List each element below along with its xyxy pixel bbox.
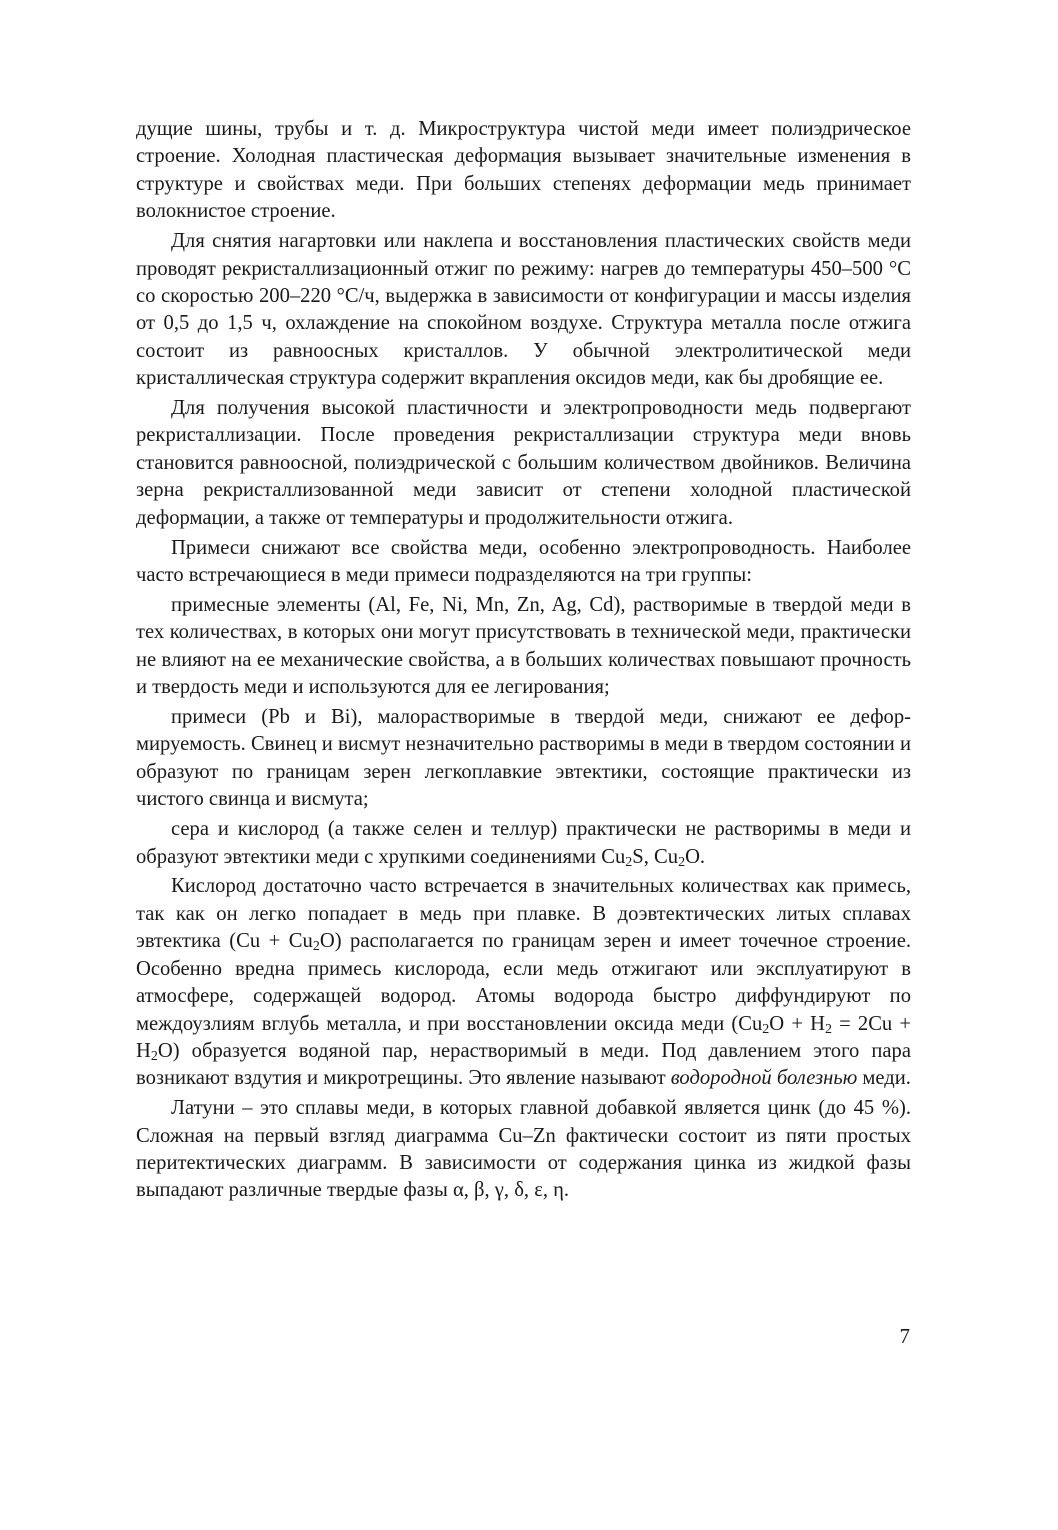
page-body	[136, 116, 911, 1207]
text-run: O.	[685, 845, 706, 868]
text-run: = 2Cu + H	[136, 1012, 911, 1062]
paragraph-lead-bismuth-impurities: примеси (Pb и Bi), малорастворимые в твердой меди, снижают ее деформируемость. Свинец и висмут незначительно растворимы в меди в твердом состоянии и образуют по границам зерен легкоплавкие эвтектики, состоящие практически из чистого свинца и висмута;	[136, 706, 911, 811]
subscript: 2	[824, 1021, 832, 1037]
paragraph-brass-intro: Латуни – это сплавы меди, в которых главной добавкой является цинк (до 45 %). Сложная на первый взгляд диаграмма Cu–Zn фактически состоит из пяти простых перитектических диаграмм. В зависимости от содержания цинка из жидкой фазы выпадают различные твердые фазы α, β, γ, δ, ε, η.	[136, 1097, 911, 1202]
paragraph-sulfur-oxygen-impurities	[136, 816, 911, 871]
subscript: 2	[625, 854, 633, 870]
text-run: O) располагается по границам зерен и имеет точечное строение. Особенно вредна примесь кислорода, если медь отжигают или эксплуатируют в атмосфере, содержащей водород. Атомы водорода быстро диффундируют по междоузлиям вглубь металла, и при восстановлении оксида меди (Cu	[136, 930, 911, 1035]
text-run: S, Cu	[632, 845, 679, 868]
paragraph-impurities-intro: Примеси снижают все свойства меди, особенно электропроводность. Наиболее часто встречающиеся в меди примеси подразделяются на три группы:	[136, 536, 911, 586]
text-run: сера и кислород (а также селен и теллур) практически не растворимы в меди и образуют эвтектики меди с хрупкими соединениями Cu	[136, 818, 911, 868]
italic-term: водородной болезнью	[670, 1067, 858, 1090]
paragraph-recrystallization-annealing: Для снятия нагартовки или наклепа и восстановления пластических свойств меди проводят рекристаллизационный отжиг по режиму: нагрев до температуры 450–500 °С со скоростью 200–220 °С/ч, выдержка в зависимости от конфигурации и массы изделия от 0,5 до 1,5 ч, охлаждение на спокойном воздухе. Структура металла после отжига состоит из равноосных кристаллов. У обычной электролитической меди кристаллическая структура содержит вкрапления оксидов меди, как бы дробящие ее.	[136, 230, 911, 390]
subscript: 2	[312, 939, 320, 955]
text-run: O) образуется водяной пар, нерастворимый в меди. Под давлением этого пара возникают вздутия и микротрещины. Это явление называют	[136, 1039, 911, 1090]
text-run: меди.	[857, 1067, 911, 1090]
subscript: 2	[678, 854, 686, 870]
text-run: O + H	[769, 1012, 825, 1035]
paragraph-copper-microstructure: дущие шины, трубы и т. д. Микроструктура чистой меди имеет полиэдрическое строение. Холодная пластическая деформация вызывает значительные изменения в структуре и свойствах меди. При больших степенях деформации медь принимает волокнистое строение.	[136, 118, 911, 223]
subscript: 2	[150, 1048, 158, 1064]
paragraph-hydrogen-disease	[136, 873, 911, 1092]
page-number: 7	[899, 1324, 910, 1348]
text-run: Кислород достаточно часто встречается в значительных количествах как примесь, так как он легко попадает в медь при плавке. В доэвтектических литых сплавах эвтектика (Cu + Cu	[136, 875, 911, 953]
subscript: 2	[762, 1021, 770, 1037]
paragraph-soluble-impurities: примесные элементы (Al, Fe, Ni, Mn, Zn, Ag, Cd), растворимые в твердой меди в тех количествах, в которых они могут присутствовать в технической меди, практически не влияют на ее механические свойства, а в больших количествах повышают прочность и твердость меди и используются для ее легирования;	[136, 593, 911, 699]
paragraph-plasticity-conductivity: Для получения высокой пластичности и электропроводности медь подвергают рекристаллизации. После проведения рекристаллизации структура меди вновь становится равноосной, полиэдрической с большим количеством двойников. Величина зерна рекристаллизованной меди зависит от степени холодной пластической деформации, а также от температуры и продолжительности отжига.	[136, 397, 911, 529]
